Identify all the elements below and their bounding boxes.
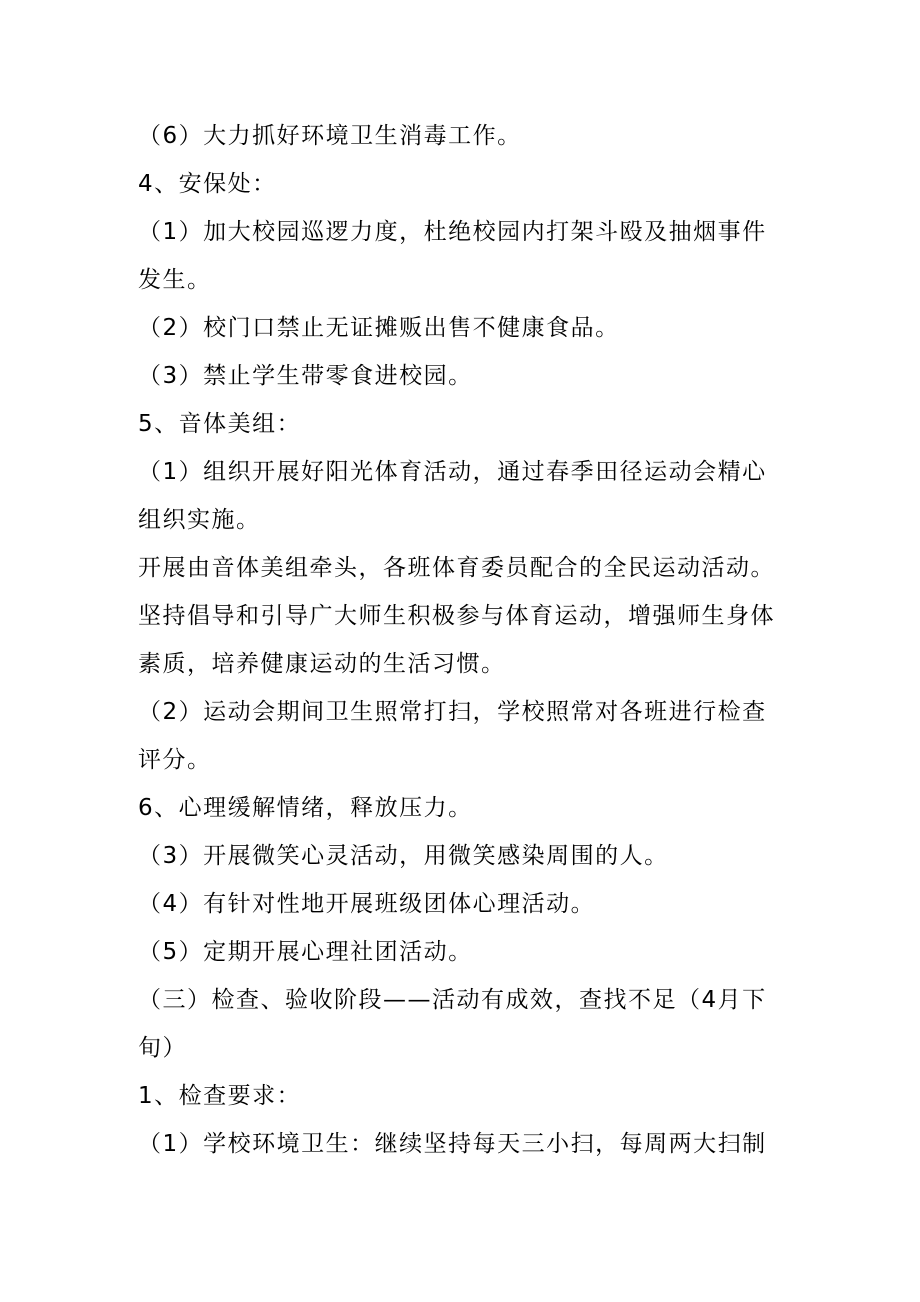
heading-security-office: 4、安保处： — [138, 171, 277, 197]
paragraph-no-snacks: （3）禁止学生带零食进校园。 — [138, 363, 473, 389]
paragraph-smile-activity: （3）开展微笑心灵活动，用微笑感染周围的人。 — [138, 843, 669, 869]
paragraph-sunshine-sports: （1）组织开展好阳光体育活动，通过春季田径运动会精心组织实施。 — [138, 459, 767, 533]
heading-inspection-phase: （三）检查、验收阶段——活动有成效，查找不足（4月下旬） — [138, 987, 767, 1061]
paragraph-school-environment: （1）学校环境卫生：继续坚持每天三小扫，每周两大扫制 — [138, 1131, 767, 1157]
paragraph-psychology-club: （5）定期开展心理社团活动。 — [138, 939, 473, 965]
paragraph-class-group-psychology: （4）有针对性地开展班级团体心理活动。 — [138, 891, 596, 917]
heading-arts-sports-group: 5、音体美组： — [138, 411, 302, 437]
paragraph-sports-meet-hygiene: （2）运动会期间卫生照常打扫，学校照常对各班进行检查评分。 — [138, 699, 767, 773]
paragraph-gate-vendors: （2）校门口禁止无证摊贩出售不健康食品。 — [138, 315, 620, 341]
paragraph-national-fitness: 开展由音体美组牵头，各班体育委员配合的全民运动活动。坚持倡导和引导广大师生积极参与体育运动，增强师生身体素质，培养健康运动的生活习惯。 — [138, 555, 775, 677]
document-body — [138, 112, 788, 1168]
heading-psychology: 6、心理缓解情绪，释放压力。 — [138, 795, 473, 821]
paragraph-patrol: （1）加大校园巡逻力度，杜绝校园内打架斗殴及抽烟事件发生。 — [138, 219, 767, 293]
heading-inspection-requirements: 1、检查要求： — [138, 1083, 302, 1109]
paragraph-6-disinfection: （6）大力抓好环境卫生消毒工作。 — [138, 123, 522, 149]
